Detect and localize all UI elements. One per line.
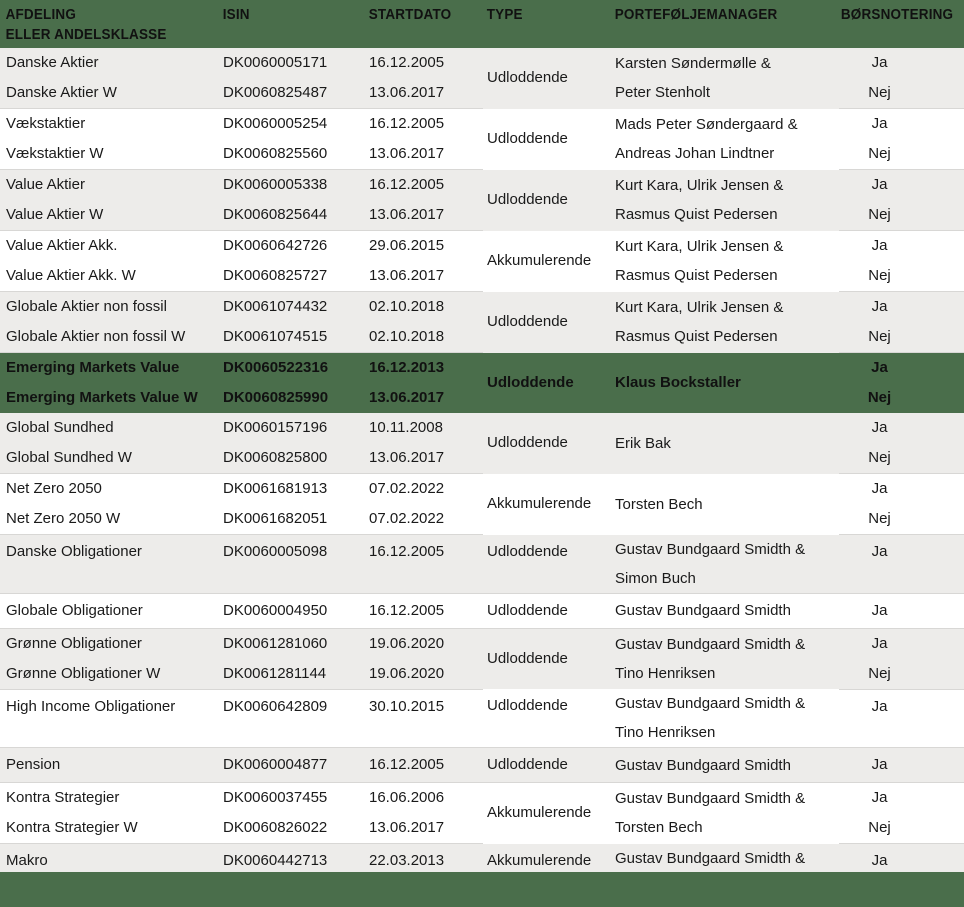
cell-startdato: 13.06.2017	[365, 813, 483, 844]
cell-afdeling: Pension	[0, 748, 219, 783]
table-row[interactable]	[0, 231, 964, 262]
cell-startdato: 13.06.2017	[365, 261, 483, 292]
cell-afdeling: Vækstaktier W	[0, 139, 219, 170]
cell-afdeling: Danske Aktier	[0, 48, 219, 78]
cell-portefoeljemanager	[611, 170, 839, 231]
cell-isin: DK0060037455	[219, 783, 365, 814]
cell-boersnotering: Nej	[839, 813, 964, 844]
manager-line-1: Gustav Bundgaard Smidth &	[615, 790, 806, 808]
cell-isin: DK0060522316	[219, 353, 365, 384]
cell-portefoeljemanager	[611, 628, 839, 689]
manager-line-2: Simon Buch	[615, 569, 696, 587]
cell-isin: DK0061074432	[219, 292, 365, 323]
cell-startdato: 16.12.2005	[365, 109, 483, 140]
cell-isin: DK0060005171	[219, 48, 365, 78]
column-header-afdeling-line1: AFDELING	[5, 7, 76, 23]
table-body	[0, 48, 964, 902]
table-header-row	[0, 0, 964, 48]
cell-boersnotering: Ja	[839, 413, 964, 443]
column-header-type[interactable]: TYPE	[486, 7, 523, 23]
cell-isin: DK0060825644	[219, 200, 365, 231]
cell-portefoeljemanager	[611, 292, 839, 353]
cell-afdeling: Global Sundhed	[0, 413, 219, 443]
cell-boersnotering: Nej	[839, 139, 964, 170]
cell-isin: DK0060157196	[219, 413, 365, 443]
cell-startdato: 13.06.2017	[365, 443, 483, 474]
table-header	[0, 0, 964, 48]
cell-afdeling: Danske Aktier W	[0, 78, 219, 109]
cell-afdeling: Danske Obligationer	[0, 535, 219, 594]
manager-line-1: Gustav Bundgaard Smidth	[615, 756, 791, 774]
manager-line-2: Rasmus Quist Pedersen	[615, 206, 778, 223]
column-header-startdato[interactable]: STARTDATO	[368, 7, 452, 23]
cell-isin: DK0060825990	[219, 383, 365, 413]
table-row[interactable]	[0, 474, 964, 505]
cell-boersnotering: Nej	[839, 443, 964, 474]
table-row[interactable]	[0, 353, 964, 384]
cell-afdeling: Emerging Markets Value W	[0, 383, 219, 413]
table-row[interactable]	[0, 748, 964, 783]
cell-isin: DK0060825487	[219, 78, 365, 109]
cell-isin: DK0061681913	[219, 474, 365, 505]
cell-afdeling: Value Aktier W	[0, 200, 219, 231]
manager-line-1: Gustav Bundgaard Smidth &	[615, 695, 806, 712]
cell-afdeling: Value Aktier Akk. W	[0, 261, 219, 292]
cell-type: Udloddende	[483, 689, 611, 748]
cell-startdato: 10.11.2008	[365, 413, 483, 443]
cell-boersnotering: Nej	[839, 200, 964, 231]
cell-boersnotering: Ja	[839, 535, 964, 594]
table-row[interactable]	[0, 109, 964, 140]
cell-portefoeljemanager	[611, 783, 839, 844]
cell-startdato: 16.12.2005	[365, 48, 483, 78]
cell-isin: DK0060826022	[219, 813, 365, 844]
column-header-isin[interactable]: ISIN	[222, 7, 250, 23]
cell-boersnotering: Ja	[839, 353, 964, 384]
cell-boersnotering: Ja	[839, 474, 964, 505]
cell-afdeling: Makro	[0, 844, 219, 903]
cell-afdeling: Kontra Strategier W	[0, 813, 219, 844]
cell-boersnotering: Ja	[839, 748, 964, 783]
cell-boersnotering: Ja	[839, 628, 964, 659]
cell-boersnotering: Ja	[839, 783, 964, 814]
cell-type: Udloddende	[483, 593, 611, 628]
cell-afdeling: Globale Obligationer	[0, 593, 219, 628]
manager-line-2: Andreas Johan Lindtner	[615, 145, 775, 162]
cell-startdato: 13.06.2017	[365, 78, 483, 109]
table-row[interactable]	[0, 593, 964, 628]
cell-startdato: 02.10.2018	[365, 322, 483, 353]
cell-startdato: 16.12.2005	[365, 170, 483, 201]
cell-startdato: 22.03.2013	[365, 844, 483, 903]
cell-startdato: 19.06.2020	[365, 659, 483, 690]
cell-afdeling: Kontra Strategier	[0, 783, 219, 814]
table-row[interactable]	[0, 413, 964, 443]
table-row[interactable]	[0, 628, 964, 659]
cell-type: Udloddende	[483, 748, 611, 783]
cell-boersnotering: Nej	[839, 261, 964, 292]
cell-boersnotering: Ja	[839, 689, 964, 748]
cell-boersnotering: Nej	[839, 659, 964, 690]
cell-type: Udloddende	[483, 48, 611, 109]
cell-isin: DK0060005338	[219, 170, 365, 201]
cell-boersnotering: Ja	[839, 231, 964, 262]
manager-line-2: Peter Stenholt	[615, 84, 711, 102]
cell-portefoeljemanager	[611, 689, 839, 748]
cell-type: Akkumulerende	[483, 231, 611, 292]
cell-afdeling: Grønne Obligationer W	[0, 659, 219, 690]
column-header-portefoeljemanager[interactable]: PORTEFØLJEMANAGER	[614, 7, 778, 23]
cell-boersnotering: Nej	[839, 383, 964, 413]
cell-type: Udloddende	[483, 413, 611, 474]
manager-line-1: Erik Bak	[615, 434, 671, 452]
cell-type: Udloddende	[483, 109, 611, 170]
table-row[interactable]	[0, 170, 964, 201]
cell-boersnotering: Ja	[839, 593, 964, 628]
table-row[interactable]	[0, 783, 964, 814]
cell-startdato: 13.06.2017	[365, 383, 483, 413]
cell-boersnotering: Ja	[839, 170, 964, 201]
table-row[interactable]	[0, 48, 964, 78]
cell-afdeling: Globale Aktier non fossil	[0, 292, 219, 323]
cell-type: Udloddende	[483, 628, 611, 689]
cell-startdato: 16.12.2005	[365, 535, 483, 594]
cell-type: Akkumulerende	[483, 474, 611, 535]
cell-isin: DK0061682051	[219, 504, 365, 535]
cell-type: Akkumulerende	[483, 783, 611, 844]
cell-isin: DK0060005098	[219, 535, 365, 594]
cell-boersnotering: Ja	[839, 48, 964, 78]
cell-startdato: 16.12.2013	[365, 353, 483, 384]
manager-line-1: Kurt Kara, Ulrik Jensen &	[615, 238, 784, 255]
cell-portefoeljemanager	[611, 48, 839, 109]
manager-line-1: Karsten Søndermølle &	[615, 55, 771, 73]
cell-isin: DK0060825800	[219, 443, 365, 474]
cell-isin: DK0060442713	[219, 844, 365, 903]
cell-boersnotering: Nej	[839, 504, 964, 535]
cell-afdeling: Value Aktier	[0, 170, 219, 201]
cell-portefoeljemanager	[611, 231, 839, 292]
cell-isin: DK0060825560	[219, 139, 365, 170]
cell-boersnotering: Ja	[839, 844, 964, 903]
cell-afdeling: Globale Aktier non fossil W	[0, 322, 219, 353]
cell-afdeling: Value Aktier Akk.	[0, 231, 219, 262]
cell-startdato: 29.06.2015	[365, 231, 483, 262]
cell-boersnotering: Nej	[839, 78, 964, 109]
cell-portefoeljemanager	[611, 535, 839, 594]
cell-portefoeljemanager	[611, 474, 839, 535]
cell-startdato: 07.02.2022	[365, 474, 483, 505]
cell-startdato: 13.06.2017	[365, 200, 483, 231]
cell-afdeling: Net Zero 2050 W	[0, 504, 219, 535]
cell-isin: DK0060004877	[219, 748, 365, 783]
manager-line-1: Gustav Bundgaard Smidth &	[615, 849, 806, 867]
column-header-boersnotering[interactable]: BØRSNOTERING	[840, 7, 954, 23]
manager-line-2: Rasmus Quist Pedersen	[615, 267, 778, 284]
manager-line-2: Rasmus Quist Pedersen	[615, 328, 778, 345]
manager-line-2: Torsten Bech	[615, 819, 703, 837]
manager-line-2: Tino Henriksen	[615, 664, 716, 682]
cell-boersnotering: Ja	[839, 109, 964, 140]
manager-line-1: Torsten Bech	[615, 495, 703, 513]
cell-boersnotering: Ja	[839, 292, 964, 323]
cell-portefoeljemanager	[611, 748, 839, 783]
manager-line-1: Klaus Bockstaller	[615, 374, 741, 392]
manager-line-1: Gustav Bundgaard Smidth &	[615, 540, 806, 558]
cell-portefoeljemanager	[611, 593, 839, 628]
cell-afdeling: Net Zero 2050	[0, 474, 219, 505]
cell-isin: DK0061281144	[219, 659, 365, 690]
column-header-afdeling-line2: ELLER ANDELSKLASSE	[5, 27, 167, 43]
cell-type: Udloddende	[483, 535, 611, 594]
cell-type: Akkumulerende	[483, 844, 611, 903]
cell-startdato: 16.12.2005	[365, 748, 483, 783]
cell-type: Udloddende	[483, 292, 611, 353]
table-row[interactable]	[0, 535, 964, 594]
cell-startdato: 13.06.2017	[365, 139, 483, 170]
cell-isin: DK0060642809	[219, 689, 365, 748]
cell-afdeling: High Income Obligationer	[0, 689, 219, 748]
cell-portefoeljemanager	[611, 353, 839, 414]
footer-bar	[0, 872, 964, 907]
cell-boersnotering: Nej	[839, 322, 964, 353]
cell-type: Udloddende	[483, 353, 611, 414]
cell-isin: DK0060005254	[219, 109, 365, 140]
manager-line-1: Gustav Bundgaard Smidth	[615, 602, 791, 619]
cell-afdeling: Vækstaktier	[0, 109, 219, 140]
cell-startdato: 16.06.2006	[365, 783, 483, 814]
cell-portefoeljemanager	[611, 109, 839, 170]
cell-isin: DK0061281060	[219, 628, 365, 659]
manager-line-1: Kurt Kara, Ulrik Jensen &	[615, 177, 784, 194]
cell-startdato: 16.12.2005	[365, 593, 483, 628]
manager-line-2: Tino Henriksen	[615, 724, 716, 741]
manager-line-1: Gustav Bundgaard Smidth &	[615, 635, 806, 653]
cell-afdeling: Global Sundhed W	[0, 443, 219, 474]
cell-isin: DK0060825727	[219, 261, 365, 292]
manager-line-1: Kurt Kara, Ulrik Jensen &	[615, 299, 784, 316]
cell-type: Udloddende	[483, 170, 611, 231]
cell-isin: DK0060004950	[219, 593, 365, 628]
manager-line-1: Mads Peter Søndergaard &	[615, 116, 798, 133]
cell-afdeling: Grønne Obligationer	[0, 628, 219, 659]
cell-startdato: 30.10.2015	[365, 689, 483, 748]
cell-portefoeljemanager	[611, 413, 839, 474]
cell-startdato: 19.06.2020	[365, 628, 483, 659]
table-row[interactable]	[0, 292, 964, 323]
column-header-afdeling[interactable]	[0, 0, 204, 48]
cell-startdato: 02.10.2018	[365, 292, 483, 323]
cell-isin: DK0061074515	[219, 322, 365, 353]
table-row[interactable]	[0, 689, 964, 748]
cell-afdeling: Emerging Markets Value	[0, 353, 219, 384]
cell-isin: DK0060642726	[219, 231, 365, 262]
cell-startdato: 07.02.2022	[365, 504, 483, 535]
